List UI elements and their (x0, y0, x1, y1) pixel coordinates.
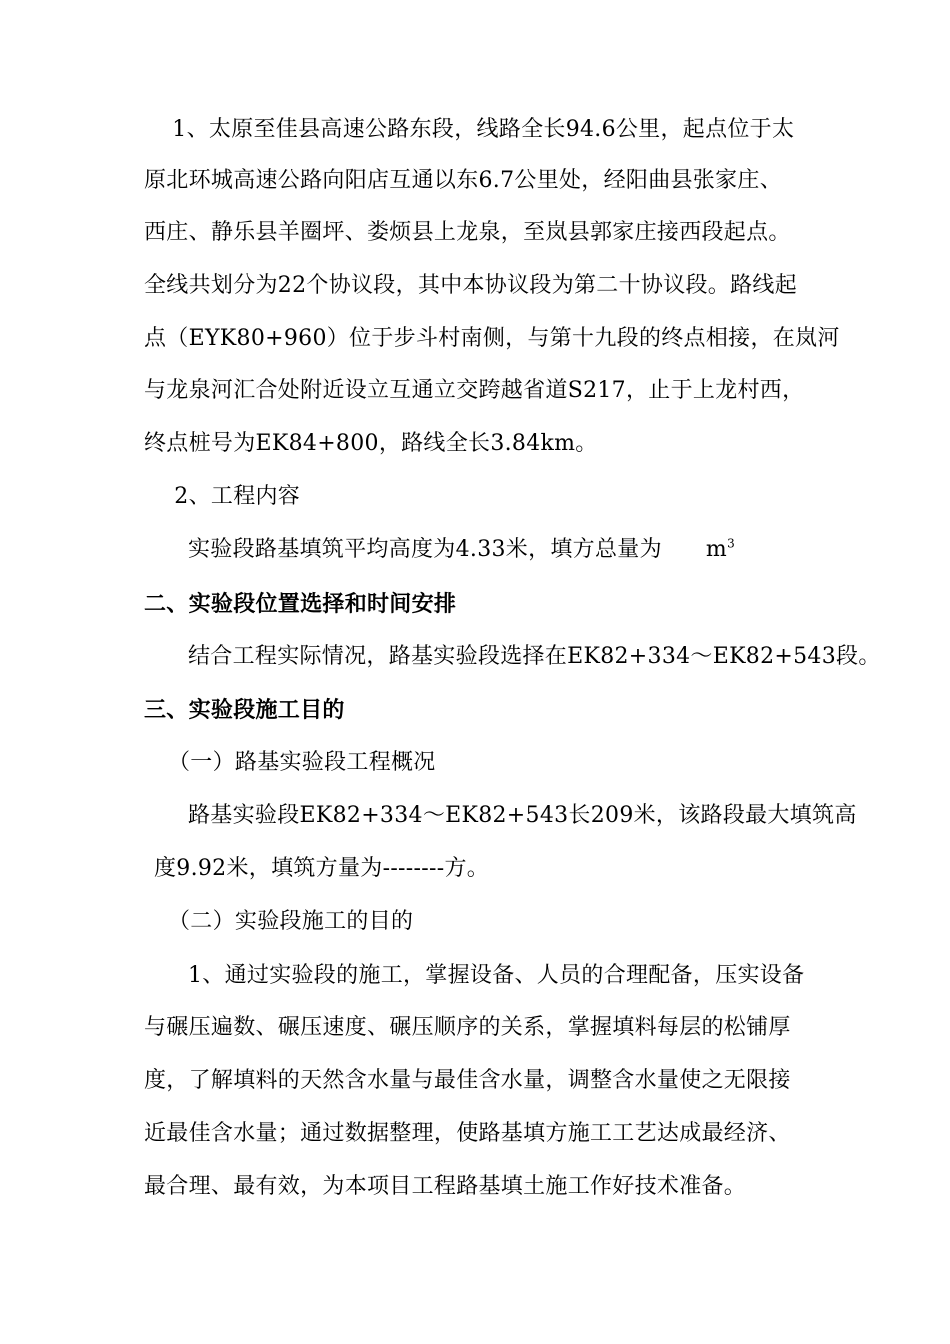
section-heading-2: 二、实验段位置选择和时间安排 (144, 591, 457, 617)
unit-superscript: 3 (727, 536, 735, 551)
section-heading-3: 三、实验段施工目的 (144, 697, 345, 723)
fill-summary-line (188, 535, 735, 565)
subsection-heading-1: （一）路基实验段工程概况 (168, 750, 436, 775)
para-1-line-1: 1、太原至佳县高速公路东段，线路全长94.6公里，起点位于太 (150, 117, 795, 142)
purpose-line-2: 与碾压遍数、碾压速度、碾压顺序的关系，掌握填料每层的松铺厚 (144, 1015, 791, 1040)
subheading-project-content: 2、工程内容 (152, 484, 301, 509)
section-2-body: 结合工程实际情况，路基实验段选择在EK82+334～EK82+543段。 (188, 644, 881, 669)
unit-m: m (705, 537, 728, 562)
purpose-line-3: 度，了解填料的天然含水量与最佳含水量，调整含水量使之无限接 (144, 1068, 791, 1093)
para-1-line-6: 与龙泉河汇合处附近设立互通立交跨越省道S217，止于上龙村西， (144, 378, 805, 403)
subsection-heading-2: （二）实验段施工的目的 (168, 909, 414, 934)
purpose-line-1: 1、通过实验段的施工，掌握设备、人员的合理配备，压实设备 (188, 963, 805, 988)
purpose-line-5: 最合理、最有效，为本项目工程路基填土施工作好技术准备。 (144, 1174, 747, 1199)
para-1-line-7: 终点桩号为EK84+800，路线全长3.84km。 (144, 431, 598, 456)
para-1-line-3: 西庄、静乐县羊圈坪、娄烦县上龙泉，至岚县郭家庄接西段起点。 (144, 220, 791, 245)
para-1-line-2: 原北环城高速公路向阳店互通以东6.7公里处，经阳曲县张家庄、 (144, 168, 782, 193)
subsection-1-line-2: 度9.92米，填筑方量为--------方。 (154, 856, 490, 881)
fill-summary-text: 实验段路基填筑平均高度为4.33米，填方总量为 (188, 537, 662, 562)
para-1-line-4: 全线共划分为22个协议段，其中本协议段为第二十协议段。路线起 (144, 273, 797, 298)
para-1-line-5: 点（EYK80+960）位于步斗村南侧，与第十九段的终点相接，在岚河 (144, 326, 840, 351)
purpose-line-4: 近最佳含水量；通过数据整理，使路基填方施工工艺达成最经济、 (144, 1121, 791, 1146)
subsection-1-line-1: 路基实验段EK82+334～EK82+543长209米，该路段最大填筑高 (188, 803, 857, 828)
